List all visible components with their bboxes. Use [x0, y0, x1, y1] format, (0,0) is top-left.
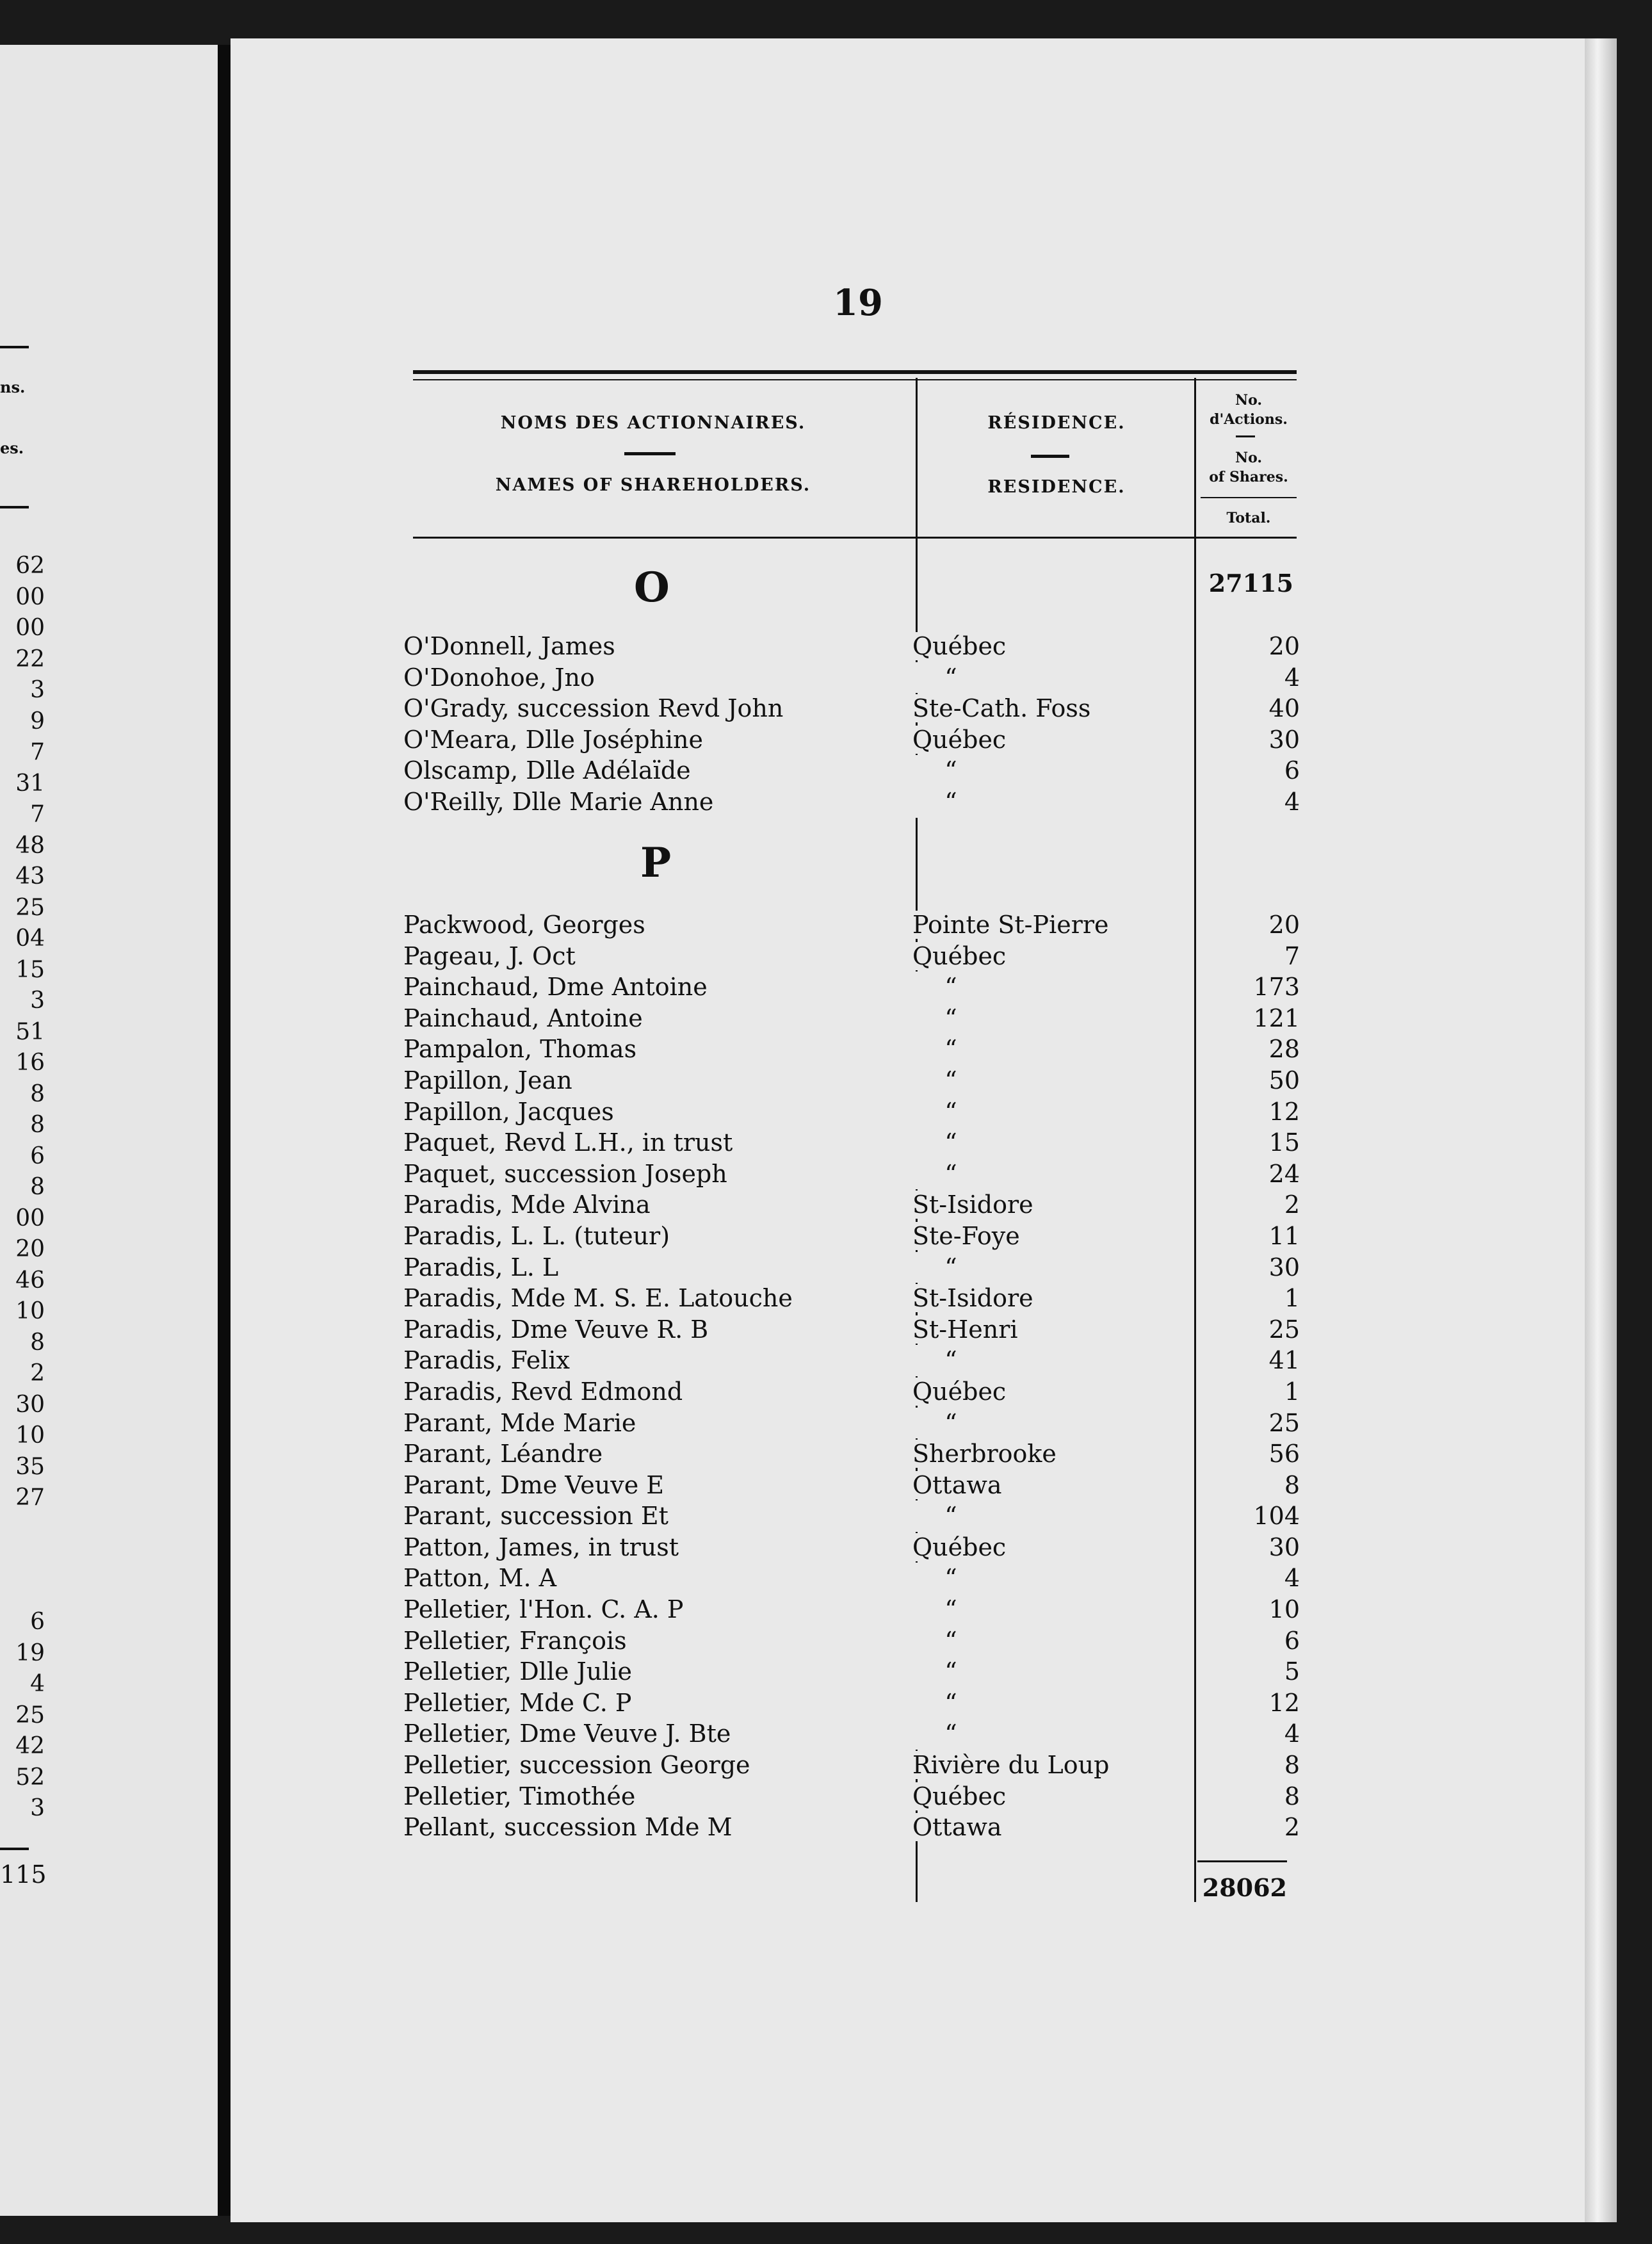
- shareholder-residence: [912, 786, 1217, 818]
- left-number: 4: [30, 1671, 45, 1697]
- shareholder-residence: [912, 909, 1217, 941]
- shareholder-row: [403, 1159, 1300, 1190]
- header-top-rule: [413, 370, 1297, 374]
- shareholder-row: [403, 1065, 1300, 1096]
- shareholder-residence: [912, 1314, 1217, 1346]
- shareholder-name: [403, 724, 909, 756]
- left-number: 35: [15, 1453, 45, 1480]
- shareholder-shares: 15: [1268, 1128, 1300, 1157]
- shareholder-residence: [912, 1283, 1217, 1314]
- shareholder-row: [403, 1283, 1300, 1314]
- header-names-fr: NOMS DES ACTIONNAIRES.: [500, 413, 806, 433]
- shareholder-name-text: Olscamp, Dlle Adélaïde: [403, 756, 693, 785]
- shareholder-shares: 11: [1268, 1221, 1300, 1250]
- grand-total: 28062: [1202, 1873, 1287, 1902]
- shareholder-name-text: Pampalon, Thomas: [403, 1035, 639, 1063]
- header-names-en: NAMES OF SHAREHOLDERS.: [495, 475, 811, 495]
- shareholder-residence: [912, 1812, 1217, 1843]
- shareholder-residence: [912, 1594, 1217, 1625]
- shareholder-name: [403, 1500, 909, 1532]
- shareholder-name: [403, 1127, 909, 1159]
- shareholder-row: [403, 1812, 1300, 1843]
- shareholder-residence: [912, 972, 1217, 1003]
- shareholder-name-text: Parant, Mde Marie: [403, 1409, 638, 1437]
- shareholder-row: [403, 1500, 1300, 1532]
- shareholder-name: [403, 1470, 909, 1501]
- shareholder-residence-text: Ottawa: [912, 1813, 1005, 1841]
- shareholder-name-text: Papillon, Jacques: [403, 1098, 617, 1126]
- shareholder-shares: 12: [1268, 1688, 1300, 1717]
- left-number: 52: [15, 1764, 45, 1791]
- shareholder-name-text: Paradis, Felix: [403, 1346, 572, 1374]
- shareholder-shares: 104: [1253, 1502, 1300, 1531]
- shareholder-residence: [912, 1408, 1217, 1439]
- shareholder-shares: 20: [1268, 911, 1300, 939]
- shareholder-name-text: O'Grady, succession Revd John: [403, 694, 786, 722]
- shareholder-residence-text: “: [912, 1500, 992, 1532]
- left-number: [0, 1545, 45, 1576]
- shareholder-name: [403, 972, 909, 1003]
- header-shares-dash: [1236, 435, 1255, 437]
- shareholder-shares: 12: [1268, 1097, 1300, 1126]
- shareholder-shares: 10: [1268, 1595, 1300, 1624]
- shareholder-shares: 5: [1284, 1657, 1300, 1686]
- shareholder-shares: 41: [1268, 1346, 1300, 1375]
- shareholder-shares: 25: [1268, 1408, 1300, 1437]
- shareholder-residence-text: “: [912, 662, 992, 694]
- left-number: [0, 1576, 45, 1607]
- shareholder-row: [403, 1750, 1300, 1781]
- shareholder-residence: [912, 1438, 1217, 1470]
- shareholder-name-text: O'Donohoe, Jno: [403, 663, 597, 692]
- shareholder-row: [403, 1408, 1300, 1439]
- shareholder-name: [403, 1718, 909, 1750]
- shareholder-residence-text: St-Isidore: [912, 1191, 1036, 1219]
- header-total: Total.: [1226, 510, 1271, 526]
- left-number: 00: [15, 615, 45, 641]
- shareholder-name-text: Parant, succession Et: [403, 1502, 671, 1530]
- shareholder-shares: 173: [1253, 973, 1300, 1002]
- shareholder-residence: [912, 1221, 1217, 1252]
- grand-total-rule: [1197, 1860, 1287, 1862]
- shareholder-shares: 6: [1284, 1626, 1300, 1655]
- shareholder-residence-text: “: [912, 1127, 992, 1159]
- left-rule-top: [0, 346, 29, 348]
- shareholder-residence: [912, 1656, 1217, 1687]
- section-p-rows: [403, 909, 1300, 1843]
- shareholder-row: [403, 1781, 1300, 1812]
- left-number: 15: [15, 956, 45, 983]
- shareholder-name: [403, 1003, 909, 1034]
- shareholder-name-text: Patton, M. A: [403, 1564, 559, 1592]
- shareholder-name: [403, 1781, 909, 1812]
- left-number: 8: [30, 1080, 45, 1107]
- shareholder-residence: [912, 941, 1217, 972]
- book-gutter: [218, 45, 231, 2216]
- shareholder-name: [403, 1065, 909, 1096]
- shareholder-name-text: O'Meara, Dlle Joséphine: [403, 726, 706, 754]
- shareholder-row: [403, 724, 1300, 756]
- shareholder-name: [403, 1221, 909, 1252]
- shareholder-name: [403, 1812, 909, 1843]
- shareholder-residence-text: Ste-Cath. Foss: [912, 694, 1093, 722]
- shareholder-name-text: Paquet, succession Joseph: [403, 1160, 730, 1188]
- left-number: 20: [15, 1236, 45, 1262]
- shareholder-residence-text: “: [912, 1563, 992, 1594]
- shareholder-name-text: Papillon, Jean: [403, 1066, 575, 1094]
- page-edge: [1585, 38, 1617, 2222]
- header-bottom-rule: [413, 537, 1297, 539]
- shareholder-residence: [912, 1718, 1217, 1750]
- shareholder-name: [403, 1563, 909, 1594]
- shareholder-row: [403, 786, 1300, 818]
- section-letter-p: P: [640, 839, 672, 887]
- section-o-rows: [403, 631, 1300, 818]
- shareholder-name-text: Paradis, Dme Veuve R. B: [403, 1315, 711, 1344]
- shareholder-name-text: Paradis, Revd Edmond: [403, 1378, 685, 1406]
- header-residence-dash: [1031, 455, 1069, 458]
- shareholder-shares: 40: [1268, 694, 1300, 723]
- left-number: 3: [30, 677, 45, 703]
- left-number: 7: [30, 801, 45, 827]
- shareholder-shares: 2: [1284, 1813, 1300, 1842]
- shareholder-residence-text: “: [912, 1718, 992, 1750]
- shareholder-name: [403, 1656, 909, 1687]
- shareholder-residence: [912, 1127, 1217, 1159]
- shareholder-shares: 4: [1284, 1720, 1300, 1748]
- left-number-column: [0, 551, 45, 1825]
- shareholder-residence-text: St-Henri: [912, 1315, 1021, 1344]
- left-number: 7: [30, 739, 45, 765]
- shareholder-row: [403, 1127, 1300, 1159]
- left-number: 9: [30, 708, 45, 735]
- shareholder-name-text: Paradis, Mde M. S. E. Latouche: [403, 1284, 795, 1312]
- left-number: 10: [15, 1422, 45, 1449]
- shareholder-name-text: Painchaud, Dme Antoine: [403, 973, 710, 1001]
- shareholder-residence-text: Ste-Foye: [912, 1222, 1023, 1250]
- shareholder-name-text: Pellant, succession Mde M: [403, 1813, 735, 1841]
- shareholder-residence-text: “: [912, 1096, 992, 1128]
- shareholder-shares: 4: [1284, 787, 1300, 816]
- shareholder-shares: 30: [1268, 725, 1300, 754]
- shareholder-row: [403, 662, 1300, 694]
- shareholder-row: [403, 755, 1300, 786]
- shareholder-name: [403, 1034, 909, 1065]
- left-page-fragment: [0, 45, 218, 2216]
- shareholder-name-text: Painchaud, Antoine: [403, 1004, 645, 1032]
- shareholder-residence-text: “: [912, 1594, 992, 1625]
- shareholder-shares: 8: [1284, 1782, 1300, 1810]
- shareholder-name-text: Packwood, Georges: [403, 911, 648, 939]
- shareholder-name-text: Paquet, Revd L.H., in trust: [403, 1128, 735, 1157]
- shareholder-residence: [912, 693, 1217, 724]
- left-total: 115: [0, 1860, 47, 1889]
- shareholder-residence-text: Ottawa: [912, 1471, 1005, 1499]
- left-number: 10: [15, 1298, 45, 1324]
- header-shares-en-2: of Shares.: [1209, 469, 1288, 485]
- shareholder-residence-text: Sherbrooke: [912, 1440, 1059, 1468]
- shareholder-residence-text: Québec: [912, 726, 1008, 754]
- shareholder-residence: [912, 1345, 1217, 1376]
- shareholder-name-text: Pelletier, Dlle Julie: [403, 1657, 635, 1686]
- shareholder-name-text: Paradis, L. L: [403, 1253, 561, 1281]
- shareholder-name-text: Pageau, J. Oct: [403, 942, 578, 970]
- shareholder-shares: 28: [1268, 1035, 1300, 1064]
- left-number: 25: [15, 1702, 45, 1728]
- shareholder-residence-text: “: [912, 1408, 992, 1439]
- shareholder-residence: [912, 662, 1217, 694]
- shareholder-shares: 24: [1268, 1159, 1300, 1188]
- shareholder-residence: [912, 1625, 1217, 1657]
- shareholder-row: [403, 1003, 1300, 1034]
- shareholder-row: [403, 1314, 1300, 1346]
- shareholder-residence: [912, 1781, 1217, 1812]
- shareholder-residence-text: “: [912, 1252, 992, 1283]
- shareholder-name-text: Paradis, Mde Alvina: [403, 1191, 653, 1219]
- left-number: 48: [15, 832, 45, 859]
- shareholder-name: [403, 1283, 909, 1314]
- shareholder-shares: 1: [1284, 1284, 1300, 1313]
- left-number: 22: [15, 646, 45, 672]
- shareholder-residence-text: Québec: [912, 942, 1008, 970]
- shareholder-shares: 30: [1268, 1253, 1300, 1281]
- shareholder-residence: [912, 1532, 1217, 1563]
- shareholder-residence-text: Québec: [912, 632, 1008, 660]
- shareholder-residence-text: “: [912, 1003, 992, 1034]
- shareholder-residence: [912, 1034, 1217, 1065]
- shareholder-name-text: Parant, Léandre: [403, 1440, 605, 1468]
- shareholder-row: [403, 1718, 1300, 1750]
- shareholder-row: [403, 1687, 1300, 1719]
- shareholder-residence: [912, 1750, 1217, 1781]
- left-number: 19: [15, 1639, 45, 1666]
- shareholder-name: [403, 631, 909, 662]
- header-names-dash: [624, 452, 676, 455]
- shareholder-name: [403, 1750, 909, 1781]
- shareholder-row: [403, 1594, 1300, 1625]
- shareholder-residence: [912, 724, 1217, 756]
- left-number: 43: [15, 863, 45, 890]
- left-number: 30: [15, 1391, 45, 1418]
- shareholder-shares: 25: [1268, 1315, 1300, 1344]
- shareholder-residence: [912, 1252, 1217, 1283]
- shareholder-shares: 20: [1268, 632, 1300, 660]
- shareholder-name: [403, 1252, 909, 1283]
- shareholder-row: [403, 1189, 1300, 1221]
- left-rule-bottom: [0, 1848, 29, 1850]
- shareholder-residence-text: Québec: [912, 1378, 1008, 1406]
- shareholder-shares: 121: [1253, 1004, 1300, 1032]
- shareholder-shares: 50: [1268, 1066, 1300, 1094]
- shareholder-row: [403, 1438, 1300, 1470]
- shareholder-name-text: Pelletier, succession George: [403, 1751, 753, 1779]
- shareholder-residence-text: “: [912, 755, 992, 786]
- shareholder-name: [403, 1625, 909, 1657]
- shareholder-name: [403, 786, 909, 818]
- shareholder-residence: [912, 755, 1217, 786]
- shareholder-row: [403, 1625, 1300, 1657]
- shareholder-row: [403, 631, 1300, 662]
- shareholder-residence-text: Québec: [912, 1782, 1008, 1810]
- shareholder-name: [403, 941, 909, 972]
- shareholder-name: [403, 1159, 909, 1190]
- header-residence-en: RESIDENCE.: [987, 477, 1126, 497]
- shareholder-residence: [912, 1159, 1217, 1190]
- shareholder-name-text: Pelletier, Mde C. P: [403, 1689, 634, 1717]
- shareholder-residence: [912, 1500, 1217, 1532]
- shareholder-name: [403, 1408, 909, 1439]
- shareholder-row: [403, 972, 1300, 1003]
- left-number: 04: [15, 925, 45, 952]
- left-number: 6: [30, 1609, 45, 1635]
- left-number: 25: [15, 894, 45, 921]
- shareholder-name-text: Pelletier, l'Hon. C. A. P: [403, 1595, 686, 1623]
- shareholder-row: [403, 1532, 1300, 1563]
- shareholder-name: [403, 909, 909, 941]
- shareholder-residence: [912, 631, 1217, 662]
- shareholder-residence: [912, 1065, 1217, 1096]
- left-number: 3: [30, 1795, 45, 1821]
- shareholder-name: [403, 1376, 909, 1408]
- shareholder-name: [403, 1096, 909, 1128]
- left-header-2: es.: [0, 439, 24, 457]
- shareholder-shares: 8: [1284, 1751, 1300, 1780]
- shareholder-residence-text: “: [912, 1687, 992, 1719]
- shareholder-residence-text: “: [912, 1034, 992, 1065]
- left-number: 3: [30, 988, 45, 1014]
- shareholder-residence-text: “: [912, 1345, 992, 1376]
- header-shares-en-1: No.: [1235, 450, 1263, 466]
- shareholder-residence-text: “: [912, 972, 992, 1003]
- shareholder-residence-text: Québec: [912, 1533, 1008, 1561]
- left-number: 51: [15, 1018, 45, 1045]
- shareholder-residence: [912, 1003, 1217, 1034]
- shareholder-name: [403, 1345, 909, 1376]
- left-rule-mid: [0, 506, 29, 508]
- shareholder-row: [403, 1470, 1300, 1501]
- shareholder-row: [403, 693, 1300, 724]
- shareholder-shares: 4: [1284, 663, 1300, 692]
- shareholder-shares: 4: [1284, 1564, 1300, 1593]
- header-residence-fr: RÉSIDENCE.: [987, 413, 1126, 433]
- shareholder-residence: [912, 1376, 1217, 1408]
- shareholder-residence-text: “: [912, 786, 992, 818]
- shareholder-name-text: Pelletier, Dme Veuve J. Bte: [403, 1720, 733, 1748]
- shareholder-residence-text: St-Isidore: [912, 1284, 1036, 1312]
- shareholder-shares: 56: [1268, 1440, 1300, 1468]
- shareholder-shares: 6: [1284, 756, 1300, 785]
- left-number: 00: [15, 1205, 45, 1232]
- shareholder-name: [403, 662, 909, 694]
- left-number: 31: [15, 770, 45, 797]
- shareholder-row: [403, 909, 1300, 941]
- shareholder-name: [403, 1594, 909, 1625]
- shareholder-row: [403, 1656, 1300, 1687]
- shareholder-name: [403, 755, 909, 786]
- left-number: 27: [15, 1484, 45, 1511]
- shareholder-name: [403, 1189, 909, 1221]
- shareholder-residence: [912, 1470, 1217, 1501]
- shareholder-name-text: O'Donnell, James: [403, 632, 618, 660]
- shareholder-residence: [912, 1687, 1217, 1719]
- section-letter-o: O: [634, 564, 670, 612]
- shareholder-name: [403, 1314, 909, 1346]
- shareholder-shares: 7: [1284, 941, 1300, 970]
- shareholder-residence: [912, 1563, 1217, 1594]
- shareholder-name-text: Paradis, L. L. (tuteur): [403, 1222, 672, 1250]
- shareholder-shares: 30: [1268, 1533, 1300, 1561]
- shareholder-name: [403, 1687, 909, 1719]
- left-number: [0, 1514, 45, 1545]
- header-shares-fr-1: No.: [1235, 392, 1263, 409]
- shareholder-name-text: O'Reilly, Dlle Marie Anne: [403, 788, 716, 816]
- left-number: 00: [15, 583, 45, 610]
- shareholder-name: [403, 1438, 909, 1470]
- shareholder-residence-text: “: [912, 1065, 992, 1096]
- left-number: 8: [30, 1174, 45, 1200]
- shareholder-residence-text: Rivière du Loup: [912, 1751, 1112, 1779]
- shareholder-shares: 1: [1284, 1377, 1300, 1406]
- shareholder-row: [403, 1096, 1300, 1128]
- header-shares-fr-2: d'Actions.: [1210, 411, 1288, 428]
- shareholder-row: [403, 1221, 1300, 1252]
- shareholder-row: [403, 1345, 1300, 1376]
- shareholder-name-text: Pelletier, François: [403, 1627, 629, 1655]
- shareholder-shares: 2: [1284, 1191, 1300, 1219]
- shareholder-name: [403, 693, 909, 724]
- shareholder-name: [403, 1532, 909, 1563]
- shareholder-name-text: Pelletier, Timothée: [403, 1782, 638, 1810]
- left-number: 42: [15, 1733, 45, 1759]
- shareholder-residence-text: “: [912, 1159, 992, 1190]
- shareholder-name-text: Patton, James, in trust: [403, 1533, 681, 1561]
- shareholder-residence: [912, 1096, 1217, 1128]
- left-number: 46: [15, 1267, 45, 1294]
- shareholder-row: [403, 1563, 1300, 1594]
- left-number: 6: [30, 1142, 45, 1169]
- left-number: 2: [30, 1360, 45, 1386]
- shareholder-row: [403, 941, 1300, 972]
- left-number: 8: [30, 1112, 45, 1138]
- shareholder-residence: [912, 1189, 1217, 1221]
- shareholder-name-text: Parant, Dme Veuve E: [403, 1471, 667, 1499]
- left-number: 16: [15, 1050, 45, 1076]
- shareholder-row: [403, 1376, 1300, 1408]
- shareholder-residence-text: Pointe St-Pierre: [912, 911, 1112, 939]
- left-number: 62: [15, 553, 45, 579]
- header-total-rule: [1201, 497, 1297, 498]
- header-top-rule-thin: [413, 379, 1297, 380]
- left-number: 8: [30, 1329, 45, 1356]
- shareholder-residence-text: “: [912, 1625, 992, 1657]
- carried-forward-total: 27115: [1208, 569, 1293, 598]
- left-header-1: ns.: [0, 378, 26, 396]
- page-number: 19: [833, 282, 883, 324]
- shareholder-shares: 8: [1284, 1470, 1300, 1499]
- shareholder-row: [403, 1034, 1300, 1065]
- shareholder-row: [403, 1252, 1300, 1283]
- shareholder-residence-text: “: [912, 1656, 992, 1687]
